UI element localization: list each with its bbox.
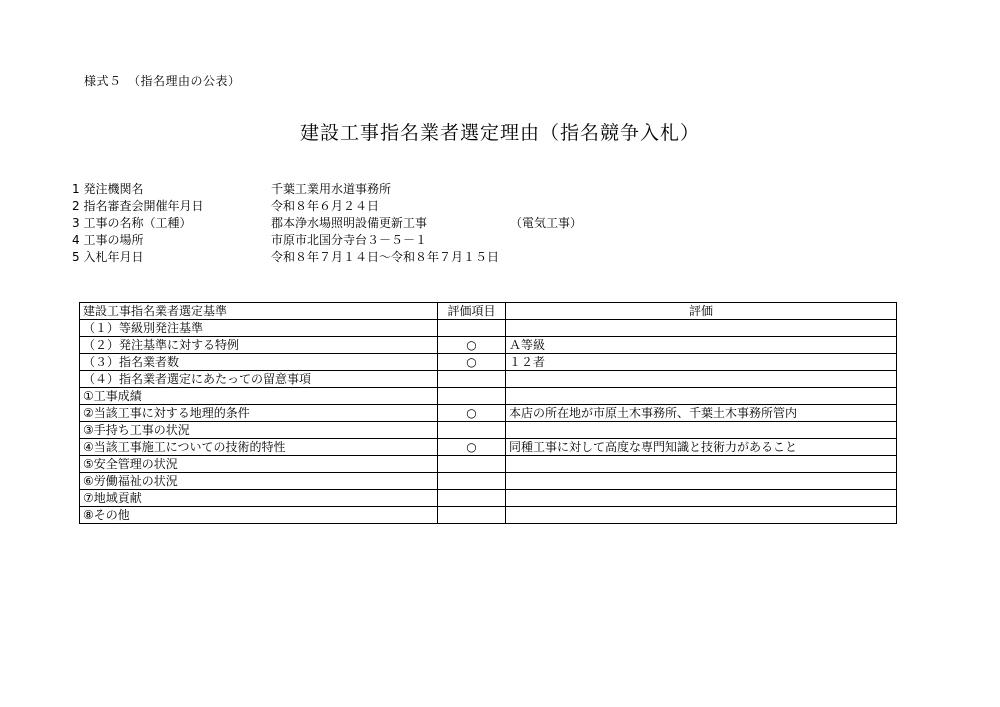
info-label: 2 指名審査会開催年月日 [72,199,204,213]
criterion-cell: ⑧その他 [80,507,438,524]
info-label: 5 入札年月日 [72,250,144,264]
evaluation-cell [506,507,897,524]
mark-cell: ○ [438,337,506,354]
table-row [80,473,897,490]
mark-cell: ○ [438,405,506,422]
table-row [80,337,897,354]
criterion-cell: ①工事成績 [80,388,438,405]
info-label: 3 工事の名称（工種） [72,216,192,230]
info-value: 令和８年７月１４日～令和８年７月１５日 [271,250,500,264]
table-row [80,456,897,473]
table-row [80,507,897,524]
mark-cell [438,388,506,405]
evaluation-cell [506,473,897,490]
evaluation-cell [506,388,897,405]
mark-cell [438,473,506,490]
info-value: 市原市北国分寺台３－５－１ [271,233,428,247]
evaluation-cell [506,371,897,388]
evaluation-cell [506,320,897,337]
header-evaluation: 評価 [506,303,897,320]
evaluation-cell [506,422,897,439]
evaluation-cell [506,456,897,473]
info-value: 郡本浄水場照明設備更新工事 [271,216,428,230]
criteria-table [79,302,897,524]
mark-cell [438,456,506,473]
criterion-cell: （２）発注基準に対する特例 [80,337,438,354]
evaluation-cell: １２者 [506,354,897,371]
evaluation-cell: Ａ等級 [506,337,897,354]
table-row [80,405,897,422]
info-value: 千葉工業用水道事務所 [271,182,392,196]
evaluation-cell: 本店の所在地が市原土木事務所、千葉土木事務所管内 [506,405,897,422]
info-label: 4 工事の場所 [72,233,144,247]
criterion-cell: ④当該工事施工についての技術的特性 [80,439,438,456]
criterion-cell: ⑦地域貢献 [80,490,438,507]
mark-cell [438,507,506,524]
header-criterion: 建設工事指名業者選定基準 [80,303,438,320]
mark-cell: ○ [438,439,506,456]
table-row [80,439,897,456]
criterion-cell: （４）指名業者選定にあたっての留意事項 [80,371,438,388]
evaluation-cell: 同種工事に対して高度な専門知識と技術力があること [506,439,897,456]
page-title: 建設工事指名業者選定理由（指名競争入札） [299,122,700,144]
criterion-cell: ③手持ち工事の状況 [80,422,438,439]
criterion-cell: （１）等級別発注基準 [80,320,438,337]
table-header-row [80,303,897,320]
info-value: 令和８年６月２４日 [271,199,380,213]
criterion-cell: ⑥労働福祉の状況 [80,473,438,490]
criterion-cell: （３）指名業者数 [80,354,438,371]
mark-cell [438,371,506,388]
header-mark: 評価項目 [438,303,506,320]
criterion-cell: ②当該工事に対する地理的条件 [80,405,438,422]
table-row [80,388,897,405]
table-row [80,422,897,439]
table-row [80,371,897,388]
mark-cell [438,490,506,507]
table-row [80,320,897,337]
table-row [80,490,897,507]
form-number: 様式５ （指名理由の公表） [84,74,241,88]
table-row [80,354,897,371]
info-extra: （電気工事） [510,216,583,230]
mark-cell [438,422,506,439]
criterion-cell: ⑤安全管理の状況 [80,456,438,473]
info-label: 1 発注機関名 [72,182,144,196]
mark-cell [438,320,506,337]
evaluation-cell [506,490,897,507]
mark-cell: ○ [438,354,506,371]
